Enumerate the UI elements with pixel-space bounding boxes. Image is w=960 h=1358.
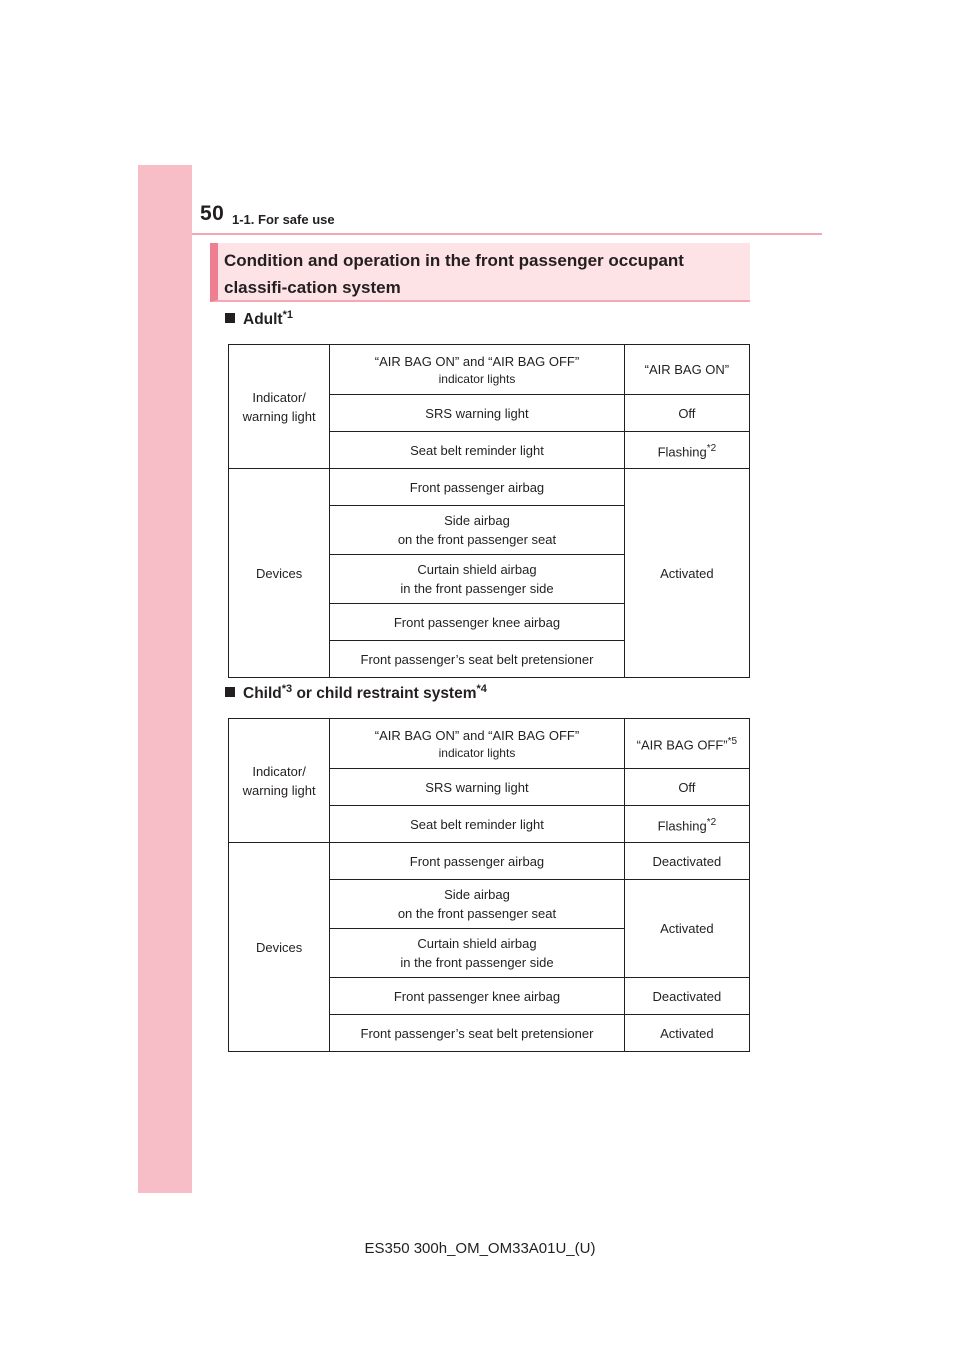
pretensioner-cell: Front passenger’s seat belt pretensioner bbox=[330, 1015, 625, 1052]
condition-title-box bbox=[210, 243, 750, 302]
curtain-airbag-cell: Curtain shield airbag in the front passenger side bbox=[330, 929, 625, 978]
front-airbag-cell: Front passenger airbag bbox=[330, 843, 625, 880]
table-row bbox=[229, 843, 750, 880]
header-rule bbox=[192, 233, 822, 235]
table-row bbox=[229, 345, 750, 395]
side-airbag-cell: Side airbag on the front passenger seat bbox=[330, 880, 625, 929]
pretensioner-value-cell: Activated bbox=[624, 1015, 749, 1052]
devices-value-cell: Activated bbox=[624, 469, 749, 678]
indicator-label-cell: “AIR BAG ON” and “AIR BAG OFF” indicator lights bbox=[330, 719, 625, 769]
side-airbag-cell: Side airbag on the front passenger seat bbox=[330, 506, 625, 555]
table-row bbox=[229, 719, 750, 769]
seatbelt-label-cell: Seat belt reminder light bbox=[330, 806, 625, 843]
indicator-group-cell: Indicator/ warning light bbox=[229, 719, 330, 843]
square-bullet-icon bbox=[225, 687, 235, 697]
condition-title: Condition and operation in the front passenger occupant classifi-cation system bbox=[224, 251, 684, 297]
child-heading: Child$^{*3}$ or child restraint system$^{*4}$ bbox=[225, 683, 487, 703]
side-curtain-value-cell: Activated bbox=[624, 880, 749, 978]
front-airbag-value-cell: Deactivated bbox=[624, 843, 749, 880]
indicator-value-cell: “AIR BAG ON” bbox=[624, 345, 749, 395]
section-label: 1-1. For safe use bbox=[232, 212, 335, 227]
curtain-airbag-cell: Curtain shield airbag in the front passenger side bbox=[330, 555, 625, 604]
knee-value-cell: Deactivated bbox=[624, 978, 749, 1015]
indicator-value-cell: “AIR BAG OFF”$^{*5}$ bbox=[624, 719, 749, 769]
seatbelt-value-cell: Flashing$^{*2}$ bbox=[624, 432, 749, 469]
chapter-side-strip bbox=[138, 165, 192, 1193]
front-airbag-cell: Front passenger airbag bbox=[330, 469, 625, 506]
document-code-footer: ES350 300h_OM_OM33A01U_(U) bbox=[364, 1240, 596, 1257]
srs-label-cell: SRS warning light bbox=[330, 395, 625, 432]
knee-airbag-cell: Front passenger knee airbag bbox=[330, 604, 625, 641]
seatbelt-value-cell: Flashing$^{*2}$ bbox=[624, 806, 749, 843]
srs-value-cell: Off bbox=[624, 769, 749, 806]
indicator-group-cell: Indicator/ warning light bbox=[229, 345, 330, 469]
adult-heading: Adult$^{*1}$ bbox=[225, 309, 293, 329]
indicator-label-cell: “AIR BAG ON” and “AIR BAG OFF” indicator lights bbox=[330, 345, 625, 395]
table-row bbox=[229, 469, 750, 506]
srs-label-cell: SRS warning light bbox=[330, 769, 625, 806]
devices-group-cell: Devices bbox=[229, 469, 330, 678]
knee-airbag-cell: Front passenger knee airbag bbox=[330, 978, 625, 1015]
adult-table bbox=[228, 344, 750, 678]
child-table bbox=[228, 718, 750, 1052]
pretensioner-cell: Front passenger’s seat belt pretensioner bbox=[330, 641, 625, 678]
square-bullet-icon bbox=[225, 313, 235, 323]
devices-group-cell: Devices bbox=[229, 843, 330, 1052]
srs-value-cell: Off bbox=[624, 395, 749, 432]
page-number: 50 bbox=[200, 202, 225, 225]
seatbelt-label-cell: Seat belt reminder light bbox=[330, 432, 625, 469]
